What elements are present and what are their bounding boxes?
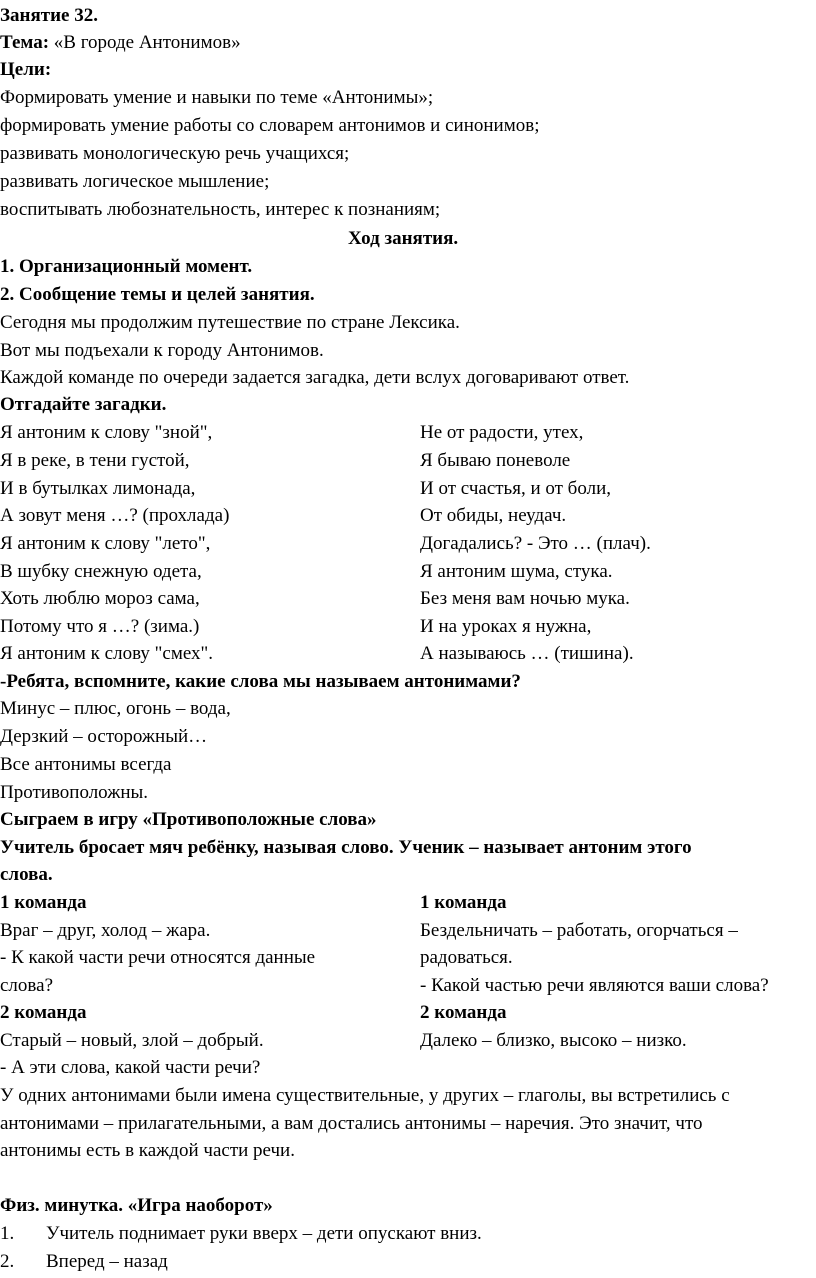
section-heading: 2. Сообщение темы и целей занятия.	[0, 284, 315, 305]
riddle-line-left: А зовут меня …? (прохлада)	[0, 505, 230, 526]
goal-item: развивать монологическую речь учащихся;	[0, 143, 350, 164]
goal-item: формировать умение работы со словарем антонимов и синонимов;	[0, 115, 540, 136]
question-line: слова?	[0, 975, 54, 996]
team-heading: 1 команда	[0, 892, 87, 913]
section-heading: 1. Организационный момент.	[0, 256, 253, 277]
topic-label: Тема:	[0, 32, 50, 53]
team-words: Бездельничать – работать, огорчаться –	[420, 920, 738, 941]
riddle-line-right: Не от радости, утех,	[420, 422, 584, 443]
team-heading: 2 команда	[0, 1002, 87, 1023]
intro-line: Сегодня мы продолжим путешествие по стране Лексика.	[0, 312, 460, 333]
team-words: Далеко – близко, высоко – низко.	[420, 1030, 687, 1051]
fiz-item	[0, 1248, 816, 1275]
riddle-line-left: Я антоним к слову "смех".	[0, 643, 214, 664]
fiz-item-number: 1.	[0, 1223, 15, 1244]
riddle-line-right: Я антоним шума, стука.	[420, 561, 613, 582]
riddle-line-right: Без меня вам ночью мука.	[420, 588, 630, 609]
intro-line: Вот мы подъехали к городу Антонимов.	[0, 340, 324, 361]
riddle-line-left: Я антоним к слову "зной",	[0, 422, 213, 443]
riddle-line-right: А называюсь … (тишина).	[420, 643, 634, 664]
team-heading: 2 команда	[420, 1002, 507, 1023]
question-line: - Какой частью речи являются ваши слова?	[420, 975, 769, 996]
fiz-item-number: 2.	[0, 1251, 15, 1272]
summary-line: антонимы есть в каждой части речи.	[0, 1140, 295, 1161]
lesson-number: Занятие 32.	[0, 5, 98, 26]
fiz-item	[0, 1220, 816, 1247]
question-line: - К какой части речи относятся данные	[0, 947, 316, 968]
game-instruction: слова.	[0, 864, 53, 885]
team-heading: 1 команда	[420, 892, 507, 913]
course-title: Ход занятия.	[348, 228, 459, 249]
goal-item: Формировать умение и навыки по теме «Антонимы»;	[0, 87, 434, 108]
fiz-item-text: Учитель поднимает руки вверх – дети опускают вниз.	[46, 1223, 482, 1244]
question-line: - А эти слова, какой части речи?	[0, 1057, 261, 1078]
intro-line: Каждой команде по очереди задается загадка, дети вслух договаривают ответ.	[0, 367, 630, 388]
game-instruction: Учитель бросает мяч ребёнку, называя слово. Ученик – называет антоним этого	[0, 837, 692, 858]
riddle-line-left: Я в реке, в тени густой,	[0, 450, 190, 471]
recall-question: -Ребята, вспомните, какие слова мы называем антонимами?	[0, 671, 521, 692]
summary-line: антонимами – прилагательными, а вам достались антонимы – наречия. Это значит, что	[0, 1113, 703, 1134]
fiz-item-text: Вперед – назад	[46, 1251, 168, 1272]
riddle-line-right: И от счастья, и от боли,	[420, 478, 611, 499]
topic-value: «В городе Антонимов»	[49, 32, 241, 53]
goal-item: воспитывать любознательность, интерес к познаниям;	[0, 199, 441, 220]
summary-line: У одних антонимами были имена существительные, у других – глаголы, вы встретились с	[0, 1085, 730, 1106]
goal-item: развивать логическое мышление;	[0, 171, 270, 192]
riddle-line-left: В шубку снежную одета,	[0, 561, 202, 582]
game-title: Сыграем в игру «Противоположные слова»	[0, 809, 377, 830]
poem-line: Все антонимы всегда	[0, 754, 172, 775]
topic-line	[0, 29, 241, 56]
riddle-line-right: Я бываю поневоле	[420, 450, 571, 471]
goals-label: Цели:	[0, 59, 52, 80]
riddle-line-left: Я антоним к слову "лето",	[0, 533, 211, 554]
riddle-line-left: И в бутылках лимонада,	[0, 478, 196, 499]
riddle-line-right: Догадались? - Это … (плач).	[420, 533, 651, 554]
team-words: Старый – новый, злой – добрый.	[0, 1030, 264, 1051]
riddle-line-right: И на уроках я нужна,	[420, 616, 592, 637]
poem-line: Противоположны.	[0, 782, 149, 803]
riddle-line-left: Потому что я …? (зима.)	[0, 616, 200, 637]
poem-line: Дерзкий – осторожный…	[0, 726, 208, 747]
riddles-heading: Отгадайте загадки.	[0, 394, 167, 415]
poem-line: Минус – плюс, огонь – вода,	[0, 698, 231, 719]
riddle-line-left: Хоть люблю мороз сама,	[0, 588, 200, 609]
riddle-line-right: От обиды, неудач.	[420, 505, 567, 526]
team-words: Враг – друг, холод – жара.	[0, 920, 211, 941]
team-words: радоваться.	[420, 947, 513, 968]
fiz-title: Физ. минутка. «Игра наоборот»	[0, 1195, 273, 1216]
